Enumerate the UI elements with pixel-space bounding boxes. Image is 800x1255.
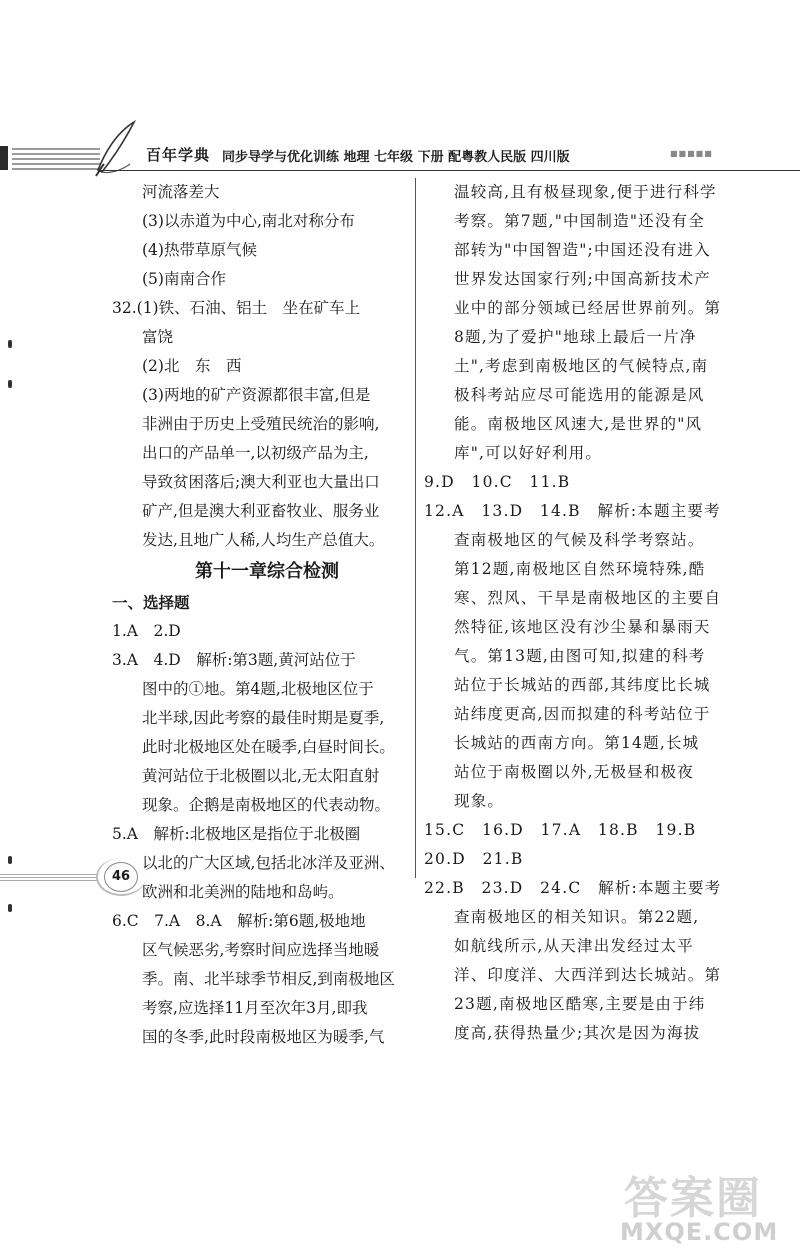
text-line: 考察。第7题,"中国制造"还没有全: [454, 212, 705, 230]
text-line: 季。南、北半球季节相反,到南极地区: [142, 970, 395, 988]
text-line: 图中的①地。第4题,北极地区位于: [142, 680, 374, 698]
text-line: 度高,获得热量少;其次是因为海拔: [454, 1024, 701, 1042]
text-line: 极科考站应尽可能选用的能源是风: [454, 386, 705, 404]
text-line: 库",可以好好利用。: [454, 444, 603, 462]
text-line: 站纬度更高,因而拟建的科考站位于: [454, 705, 711, 723]
column-divider: [415, 178, 416, 878]
text-line: 查南极地区的相关知识。第22题,: [454, 908, 700, 926]
text-line: 世界发达国家行列;中国高新技术产: [454, 270, 711, 288]
text-line: 现象。: [454, 792, 505, 810]
text-line: 气。第13题,由图可知,拟建的科考: [454, 647, 706, 665]
text-line: 15.C 16.D 17.A 18.B 19.B: [424, 821, 697, 839]
text-line: 温较高,且有极昼现象,便于进行科学: [454, 183, 717, 201]
text-line: 黄河站位于北极圈以北,无太阳直射: [142, 767, 380, 785]
text-line: 22.B 23.D 24.C 解析:本题主要考: [424, 879, 722, 897]
right-column: [424, 178, 754, 1048]
text-line: 导致贫困落后;澳大利亚也大量出口: [142, 473, 380, 491]
text-line: 出口的产品单一,以初级产品为主,: [142, 444, 369, 462]
text-line: 非洲由于历史上受殖民统治的影响,: [142, 415, 380, 433]
text-line: (2)北 东 西: [142, 357, 242, 375]
text-line: 20.D 21.B: [424, 850, 524, 868]
text-line: (4)热带草原气候: [142, 241, 257, 259]
text-line: 23题,南极地区酷寒,主要是由于纬: [454, 995, 706, 1013]
book-subtitle: 同步导学与优化训练 地理 七年级 下册 配粤教人民版 四川版: [222, 150, 570, 165]
page-header: [0, 118, 800, 173]
text-line: 32.(1)铁、石油、铝土 坐在矿车上: [112, 299, 361, 317]
text-line: 然特征,该地区没有沙尘暴和暴雨天: [454, 618, 711, 636]
text-line: (3)以赤道为中心,南北对称分布: [142, 212, 355, 230]
header-dots: ■■■■■: [670, 149, 713, 158]
text-line: 现象。企鹅是南极地区的代表动物。: [142, 796, 391, 814]
text-line: 5.A 解析:北极地区是指位于北极圈: [112, 825, 361, 843]
footer-stripes: [0, 874, 98, 882]
text-line: 3.A 4.D 解析:第3题,黄河站位于: [112, 651, 356, 669]
text-line: 矿产,但是澳大利亚畜牧业、服务业: [142, 502, 380, 520]
text-line: 长城站的西南方向。第14题,长城: [454, 734, 700, 752]
header-rule: [100, 170, 800, 171]
watermark: [618, 1158, 798, 1253]
page-number: 46: [104, 862, 138, 892]
header-stripes: [12, 148, 100, 170]
text-line: 第12题,南极地区自然环境特殊,酷: [454, 560, 706, 578]
text-line: (5)南南合作: [142, 270, 226, 288]
text-line: 区气候恶劣,考察时间应选择当地暖: [142, 941, 380, 959]
page-footer: [0, 858, 800, 894]
watermark-url: MXQE.COM: [620, 1218, 779, 1246]
text-line: 站位于南极圈以外,无极昼和极夜: [454, 763, 694, 781]
header-bar-mark: [0, 146, 8, 170]
text-line: 发达,且地广人稀,人均生产总值大。: [142, 531, 385, 549]
section-title: 第十一章综合检测: [195, 561, 339, 582]
text-line: 北半球,因此考察的最佳时期是夏季,: [142, 709, 385, 727]
margin-mark: [8, 904, 12, 912]
text-line: 1.A 2.D: [112, 622, 181, 640]
text-line: 以北的广大区域,包括北冰洋及亚洲、: [142, 854, 395, 872]
text-line: 土",考虑到南极地区的气候特点,南: [454, 357, 709, 375]
text-line: 国的冬季,此时段南极地区为暖季,气: [142, 1028, 385, 1046]
text-line: 部转为"中国智造";中国还没有进入: [454, 241, 711, 259]
text-line: 如航线所示,从天津出发经过太平: [454, 937, 694, 955]
text-line: 河流落差大: [142, 183, 220, 201]
margin-mark: [8, 380, 12, 388]
answer-block-right: [424, 178, 754, 1048]
text-line: 业中的部分领域已经居世界前列。第: [454, 299, 722, 317]
answer-block-top: [112, 178, 412, 555]
book-title: 百年学典: [146, 146, 211, 164]
text-line: 寒、烈风、干旱是南极地区的主要自: [454, 589, 722, 607]
text-line: 洋、印度洋、大西洋到达长城站。第: [454, 966, 722, 984]
text-line: 能。南极地区风速大,是世界的"风: [454, 415, 703, 433]
text-line: 此时北极地区处在暖季,白昼时间长。: [142, 738, 395, 756]
text-line: 8题,为了爱护"地球上最后一片净: [454, 328, 697, 346]
text-line: 12.A 13.D 14.B 解析:本题主要考: [424, 502, 721, 520]
text-line: 查南极地区的气候及科学考察站。: [454, 531, 705, 549]
text-line: 考察,应选择11月至次年3月,即我: [142, 999, 368, 1017]
margin-mark: [8, 340, 12, 348]
watermark-logo: 答案圈: [624, 1173, 762, 1224]
text-line: 9.D 10.C 11.B: [424, 473, 571, 491]
text-line: (3)两地的矿产资源都很丰富,但是: [142, 386, 371, 404]
left-column: [112, 178, 412, 1052]
text-line: 富饶: [142, 328, 174, 346]
text-line: 欧洲和北美洲的陆地和岛屿。: [142, 883, 344, 901]
text-line: 一、选择题: [112, 593, 190, 612]
answer-block-bottom: [112, 588, 412, 1052]
text-line: 站位于长城站的西部,其纬度比长城: [454, 676, 711, 694]
text-line: 6.C 7.A 8.A 解析:第6题,极地地: [112, 912, 366, 930]
